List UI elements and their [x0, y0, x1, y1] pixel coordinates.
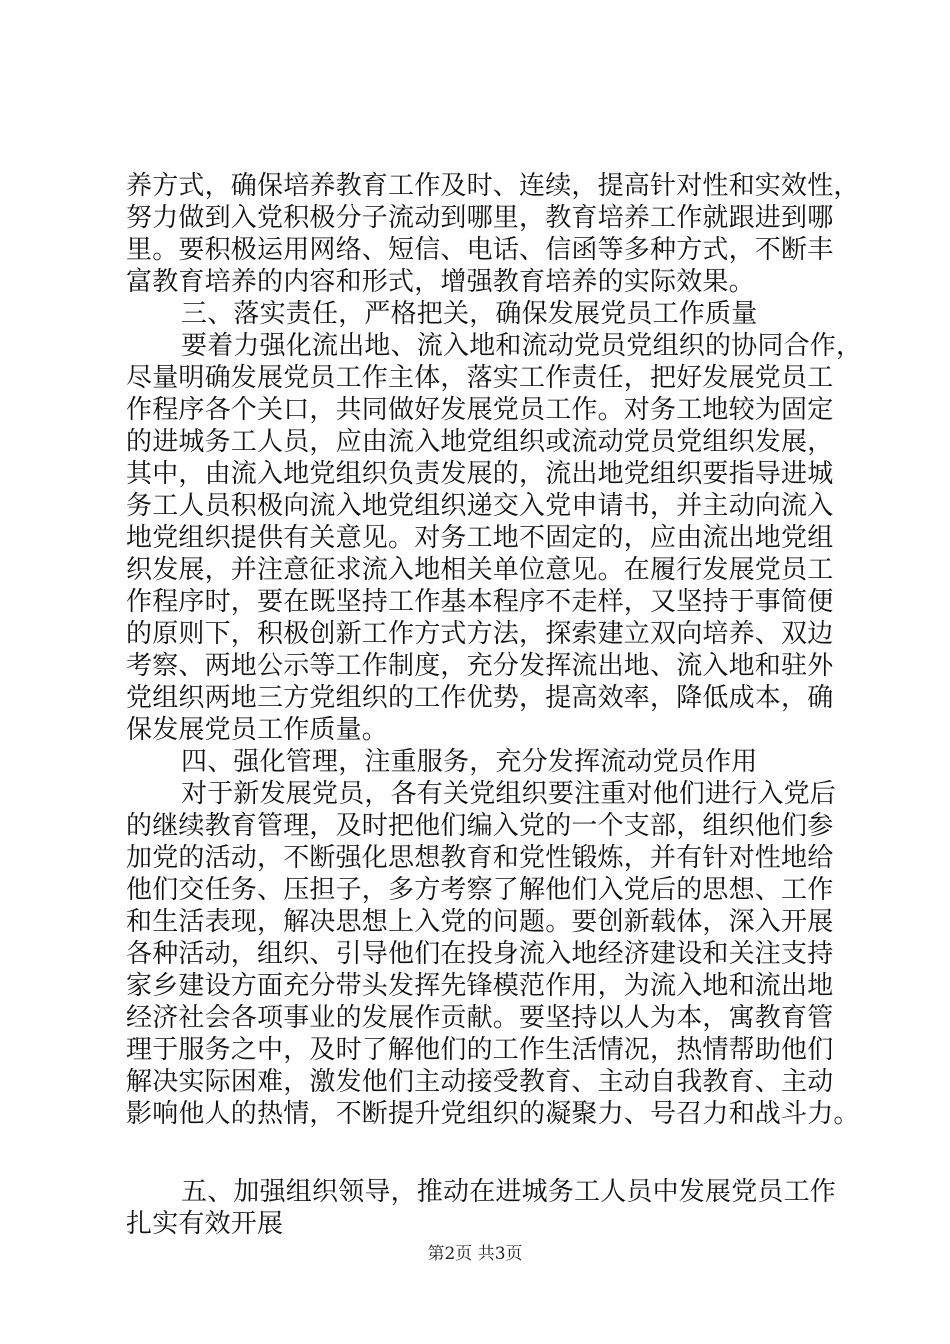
paragraph-line: 的继续教育管理，及时把他们编入党的一个支部，组织他们参: [126, 811, 834, 841]
paragraph-line: 要着力强化流出地、流入地和流动党员党组织的协同合作，: [181, 331, 863, 361]
paragraph-line: 党组织两地三方党组织的工作优势，提高效率，降低成本，确: [126, 683, 834, 713]
paragraph-line: 加党的活动，不断强化思想教育和党性锻炼，并有针对性地给: [126, 843, 834, 873]
paragraph-line: 织发展，并注意征求流入地相关单位意见。在履行发展党员工: [126, 555, 834, 585]
document-body: [126, 170, 863, 1240]
paragraph-line: 对于新发展党员，各有关党组织要注重对他们进行入党后: [181, 779, 837, 809]
paragraph-line: 的进城务工人员，应由流入地党组织或流动党员党组织发展，: [126, 427, 834, 457]
paragraph-line: 考察、两地公示等工作制度，充分发挥流出地、流入地和驻外: [126, 651, 834, 681]
page-number-footer: 第2页 共3页: [427, 1244, 523, 1264]
paragraph-gap: [126, 1130, 846, 1176]
section-heading-5: 五、加强组织领导，推动在进城务工人员中发展党员工作: [181, 1177, 837, 1207]
paragraph-line: 作程序时，要在既坚持工作基本程序不走样，又坚持于事简便: [126, 587, 834, 617]
paragraph-line: 经济社会各项事业的发展作贡献。要坚持以人为本，寓教育管: [126, 1003, 834, 1033]
section-heading-4: 四、强化管理，注重服务，充分发挥流动党员作用: [181, 747, 758, 777]
paragraph-line: 里。要积极运用网络、短信、电话、信函等多种方式，不断丰: [126, 235, 834, 265]
paragraph-line: 和生活表现，解决思想上入党的问题。要创新载体，深入开展: [126, 907, 834, 937]
paragraph-line: 的原则下，积极创新工作方式方法，探索建立双向培养、双边: [126, 619, 834, 649]
paragraph-line: 解决实际困难，激发他们主动接受教育、主动自我教育、主动: [126, 1067, 834, 1097]
paragraph-line: 各种活动，组织、引导他们在投身流入地经济建设和关注支持: [126, 939, 834, 969]
paragraph-line: 理于服务之中，及时了解他们的工作生活情况，热情帮助他们: [126, 1035, 834, 1065]
paragraph-line: 他们交任务、压担子，多方考察了解他们入党后的思想、工作: [126, 875, 834, 905]
paragraph-line: 富教育培养的内容和形式，增强教育培养的实际效果。: [126, 267, 755, 297]
paragraph-line: 尽量明确发展党员工作主体，落实工作责任，把好发展党员工: [126, 363, 834, 393]
paragraph-line: 影响他人的热情，不断提升党组织的凝聚力、号召力和战斗力。: [126, 1099, 860, 1129]
section-heading-3: 三、落实责任，严格把关，确保发展党员工作质量: [181, 299, 758, 329]
paragraph-line: 地党组织提供有关意见。对务工地不固定的，应由流出地党组: [126, 523, 834, 553]
paragraph-line: 保发展党员工作质量。: [126, 715, 389, 745]
paragraph-line: 家乡建设方面充分带头发挥先锋模范作用，为流入地和流出地: [126, 971, 834, 1001]
paragraph-line: 务工人员积极向流入地党组织递交入党申请书，并主动向流入: [126, 491, 834, 521]
section-heading-5-continued: 扎实有效开展: [126, 1209, 284, 1239]
paragraph-line: 努力做到入党积极分子流动到哪里，教育培养工作就跟进到哪: [126, 203, 834, 233]
paragraph-line: 其中，由流入地党组织负责发展的，流出地党组织要指导进城: [126, 459, 834, 489]
paragraph-line: 作程序各个关口，共同做好发展党员工作。对务工地较为固定: [126, 395, 834, 425]
paragraph-line: 养方式，确保培养教育工作及时、连续，提高针对性和实效性，: [126, 171, 860, 201]
